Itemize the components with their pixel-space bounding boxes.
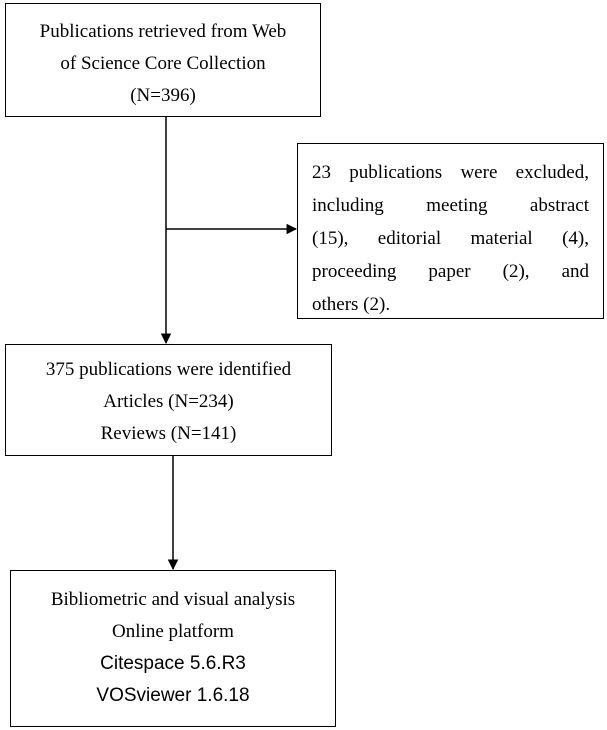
retrieved-line-2: of Science Core Collection — [60, 53, 266, 74]
citespace-version: Citespace 5.6.R3 — [100, 653, 246, 674]
excluded-line-1: 23 publications were excluded, — [312, 162, 589, 183]
retrieved-line-1: Publications retrieved from Web — [39, 21, 287, 42]
excluded-line-5: others (2). — [312, 294, 391, 315]
articles-count: Articles (N=234) — [103, 391, 234, 412]
identified-line-1: 375 publications were identified — [45, 359, 292, 380]
identified-publications-box — [5, 344, 332, 456]
analysis-box — [10, 570, 336, 727]
excluded-line-3: (15), editorial material (4), — [312, 228, 589, 249]
analysis-line-2: Online platform — [112, 621, 234, 642]
analysis-line-1: Bibliometric and visual analysis — [50, 589, 296, 610]
vosviewer-version: VOSviewer 1.6.18 — [96, 685, 250, 706]
excluded-publications-box — [297, 143, 604, 319]
reviews-count: Reviews (N=141) — [100, 423, 237, 444]
excluded-line-4: proceeding paper (2), and — [312, 261, 589, 282]
retrieved-publications-box — [5, 3, 321, 117]
retrieved-count: (N=396) — [130, 85, 196, 106]
excluded-line-2: including meeting abstract — [312, 195, 589, 216]
